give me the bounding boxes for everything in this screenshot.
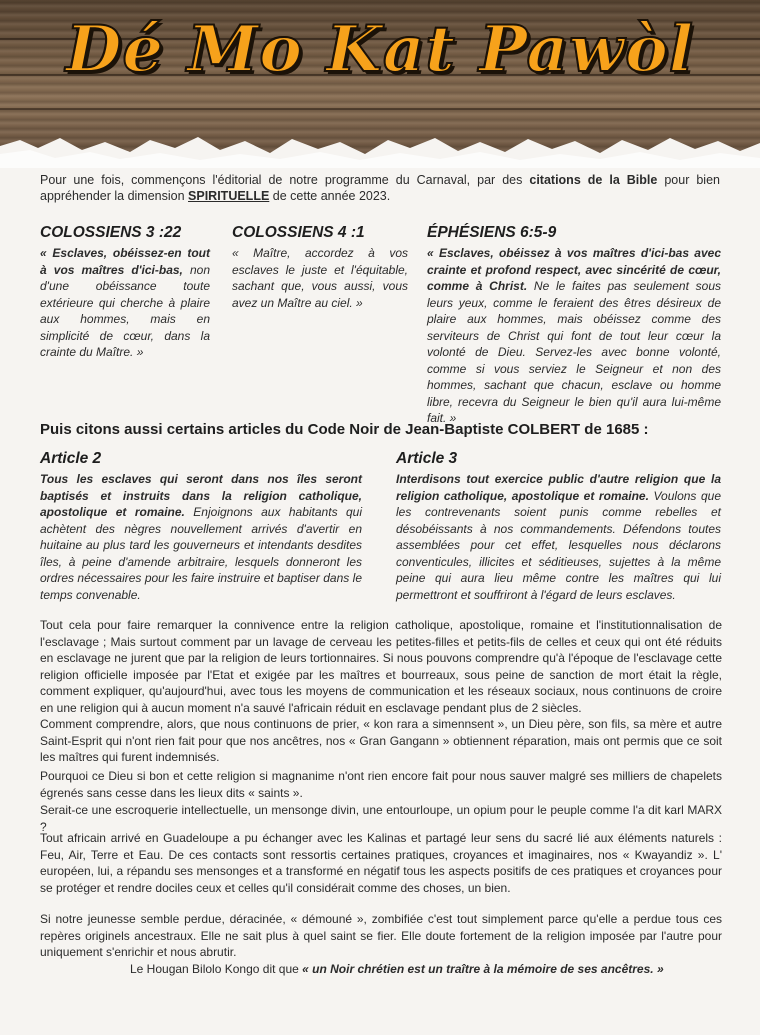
article-2: Article 2 Tous les esclaves qui seront dans nos îles seront baptisés et instruits dans la religion catholique, apostolique et romaine. Enjoignons aux habitants qui achètent des nègres nouvellement arrivés d'avertir en huitaine au plus tard les gouverneurs et intendants desdites îles, à peine d'amende arbitraire, lesquels donneront les ordres nécessaires pour les faire instruire et baptiser dans le temps convenable. — [40, 450, 362, 602]
header-banner — [0, 0, 760, 165]
torn-edge — [0, 128, 760, 168]
article-title: Article 2 — [40, 450, 102, 467]
intro-bold: citations de la Bible — [529, 173, 658, 187]
bible-ref: COLOSSIENS 4 :1 — [232, 224, 365, 241]
bible-ref: COLOSSIENS 3 :22 — [40, 224, 182, 241]
article-title: Article 3 — [396, 450, 458, 467]
page-title: Dé Mo Kat Pawòl — [65, 12, 695, 87]
body-paragraph-5: Tout africain arrivé en Guadeloupe a pu échanger avec les Kalinas et partagé leur sens du sacré lié aux éléments naturels : Feu, Air, Terre et Eau. De ces contacts sont ressortis certaines pratiques, croyances et imaginaires, nos « Kwayandiz ». L' européen, lui, a répandu ses mensonges et a transformé en négatif tous les aspects positifs de ces pratiques et croyances pour se protéger et rendre dociles ceux et celles qu'il considérait comme des choses, un bien. — [40, 831, 722, 895]
body-paragraph-2: Comment comprendre, alors, que nous continuons de prier, « kon rara a simennsent », un Dieu père, son fils, sa mère et autre Saint-Esprit qui n'ont rien fait pour que nos ancêtres, nos « Gran Gangann » obtiennent réparation, mais ont permis que ce soit les maîtres qui furent indemnisés. — [40, 717, 722, 765]
bible-quote-colossiens-4: COLOSSIENS 4 :1 « Maître, accordez à vos esclaves le juste et l'équitable, sachant que, vous aussi, vous avez un Maître au ciel. » — [232, 224, 408, 310]
body-paragraph-1: Tout cela pour faire remarquer la connivence entre la religion catholique, apostolique, romaine et l'institutionnalisation de l'esclavage ; Mais surtout comment par un lavage de cerveau les petites-filles et petits-fils de celles et ceux qui ont été réduits en esclavage ne jurent que par la religion de leurs tortionnaires. Si nous pouvons comprendre qu'à l'époque de l'esclavage cette religion officielle imposée par l'Etat et exigée par les maîtres et bourreaux, sous peine de sanction de mort était la règle, comment expliquer, qu'aujourd'hui, avec tous les moyens de communication et les réseaux sociaux, nous continuons de croire en une religion qui à aucun moment n'a sauvé l'africain réduit en esclavage pendant plus de 2 siècles. — [40, 618, 722, 715]
code-noir-heading: Puis citons aussi certains articles du Code Noir de Jean-Baptiste COLBERT de 1685 : — [40, 421, 649, 438]
bible-ref: ÉPHÉSIENS 6:5-9 — [427, 224, 557, 241]
body-paragraph-3: Pourquoi ce Dieu si bon et cette religion si magnanime n'ont rien encore fait pour nous sauver malgré ses milliers de chapelets égrenés sans cesse dans les lieux dits « saints ». — [40, 769, 722, 800]
article-3: Article 3 Interdisons tout exercice public d'autre religion que la religion catholique, apostolique et romaine. Voulons que les contrevenants soient punis comme rebelles et désobéissants à nos commandements. Défendons toutes assemblées pour cet effet, lesquelles nous déclarons conventicules, illicites et séditieuses, sujettes à la même peine qui aura lieu même contre les maîtres qui lui permettront et souffriront à l'égard de leurs esclaves. — [396, 450, 721, 602]
intro-underline: SPIRITUELLE — [188, 189, 270, 203]
closing-quote: Le Hougan Bilolo Kongo dit que « un Noir chrétien est un traître à la mémoire de ses ancêtres. » — [130, 962, 664, 976]
closing-quote-bold: « un Noir chrétien est un traître à la mémoire de ses ancêtres. » — [302, 962, 664, 976]
body-paragraph-4: Serait-ce une escroquerie intellectuelle, un mensonge divin, une entourloupe, un opium pour le peuple comme l'a dit karl MARX ? — [40, 803, 722, 834]
body-paragraph-6: Si notre jeunesse semble perdue, déracinée, « démouné », zombifiée c'est tout simplement parce qu'elle a perdue tous ces repères originels ancestraux. Elle ne sait plus à quel saint se fier. Elle doute fortement de la religion imposée par l'autre pour uniquement s'enrichir et nous abrutir. — [40, 912, 722, 960]
bible-quote-ephesiens: ÉPHÉSIENS 6:5-9 « Esclaves, obéissez à vos maîtres d'ici-bas avec crainte et profond respect, avec sincérité de cœur, comme à Christ. Ne le faites pas seulement sous leurs yeux, comme le feraient des êtres désireux de plaire aux hommes, mais obéissez comme des serviteurs de Christ qui font de tout leur cœur la volonté de Dieu. Servez-les avec bonne volonté, comme si vous serviez le Seigneur et non des hommes, sachant que chacun, esclave ou homme libre, recevra du Seigneur le bien qu'il aura lui-même fait. » — [427, 224, 721, 425]
intro-paragraph: Pour une fois, commençons l'éditorial de notre programme du Carnaval, par des citations de la Bible pour bien appréhender la dimension SPIRITUELLE de cette année 2023. — [40, 173, 720, 203]
bible-quote-colossiens-3: COLOSSIENS 3 :22 « Esclaves, obéissez-en tout à vos maîtres d'ici-bas, non d'une obéissance toute extérieure qui cherche à plaire aux hommes, mais en simplicité de cœur, dans la crainte du Maître. » — [40, 224, 210, 359]
